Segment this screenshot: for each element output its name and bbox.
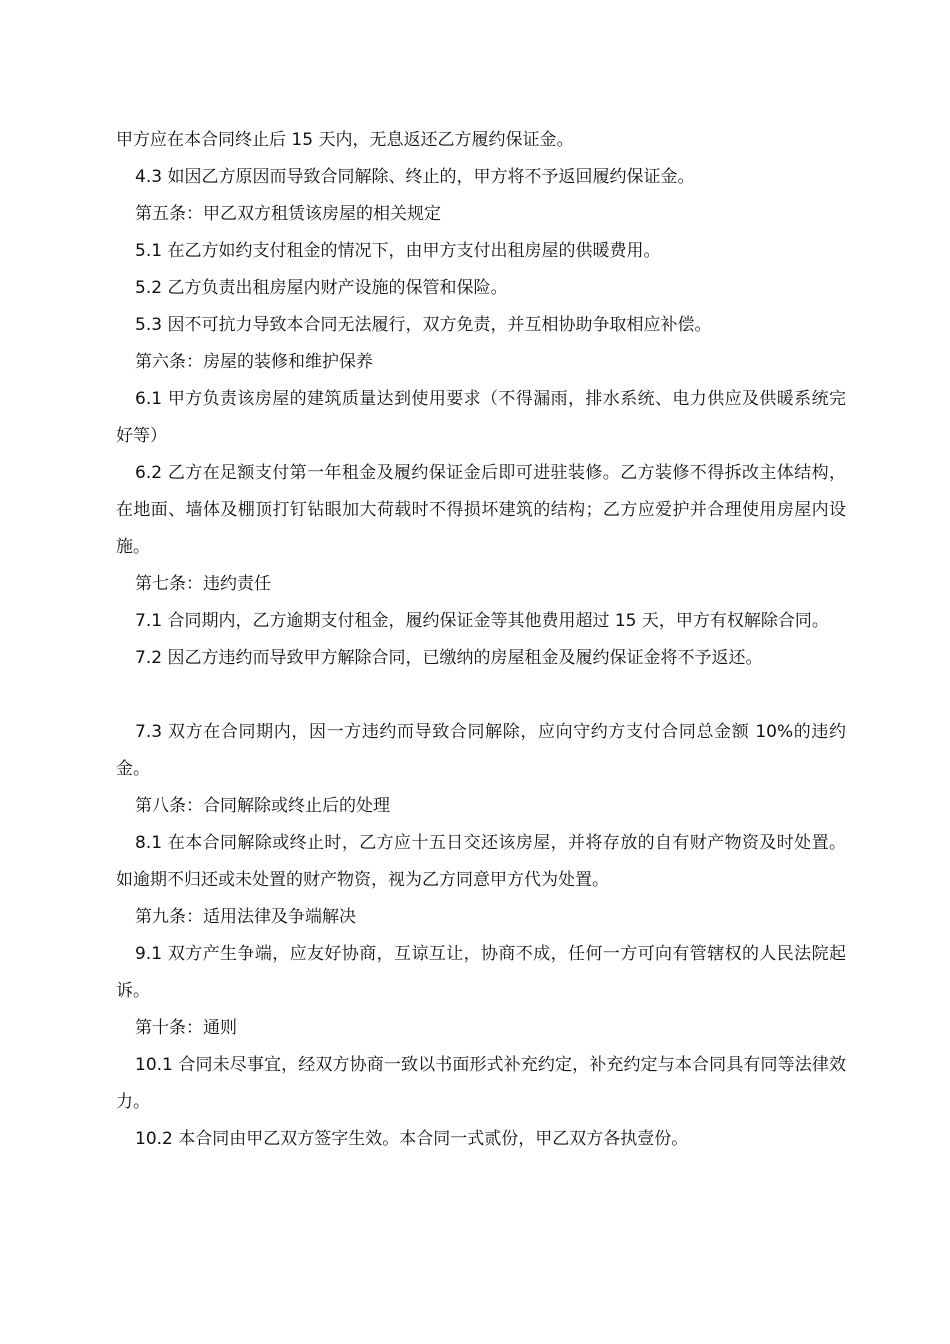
article-5-heading: 第五条：甲乙双方租赁该房屋的相关规定 — [135, 204, 441, 224]
paragraph-deposit-return: 甲方应在本合同终止后 15 天内，无息返还乙方履约保证金。 — [116, 130, 574, 150]
clause-5-2: 5.2 乙方负责出租房屋内财产设施的保管和保险。 — [135, 278, 508, 298]
clause-10-2: 10.2 本合同由甲乙双方签字生效。本合同一式贰份，甲乙双方各执壹份。 — [135, 1129, 689, 1149]
blank-line — [116, 677, 846, 714]
clause-4-3: 4.3 如因乙方原因而导致合同解除、终止的，甲方将不予返回履约保证金。 — [135, 167, 695, 187]
clause-5-3: 5.3 因不可抗力导致本合同无法履行，双方免责，并互相协助争取相应补偿。 — [135, 315, 712, 335]
clause-8-1: 8.1 在本合同解除或终止时，乙方应十五日交还该房屋，并将存放的自有财产物资及时处置。如逾期不归还或未处置的财产物资，视为乙方同意甲方代为处置。 — [116, 833, 846, 890]
clause-5-1: 5.1 在乙方如约支付租金的情况下，由甲方支付出租房屋的供暖费用。 — [135, 241, 661, 261]
article-6-heading: 第六条：房屋的装修和维护保养 — [135, 352, 373, 372]
clause-6-1: 6.1 甲方负责该房屋的建筑质量达到使用要求（不得漏雨，排水系统、电力供应及供暖系统完好等） — [116, 389, 846, 446]
clause-7-3: 7.3 双方在合同期内，因一方违约而导致合同解除，应向守约方支付合同总金额 10%的违约金。 — [116, 722, 846, 779]
contract-body — [116, 122, 846, 1158]
article-7-heading: 第七条：违约责任 — [135, 574, 271, 594]
clause-9-1: 9.1 双方产生争端，应友好协商，互谅互让，协商不成，任何一方可向有管辖权的人民法院起诉。 — [116, 944, 846, 1001]
clause-6-2: 6.2 乙方在足额支付第一年租金及履约保证金后即可进驻装修。乙方装修不得拆改主体结构，在地面、墙体及棚顶打钉钻眼加大荷载时不得损坏建筑的结构；乙方应爱护并合理使用房屋内设施。 — [116, 463, 846, 557]
article-9-heading: 第九条：适用法律及争端解决 — [135, 907, 356, 927]
clause-10-1: 10.1 合同未尽事宜，经双方协商一致以书面形式补充约定，补充约定与本合同具有同等法律效力。 — [116, 1055, 846, 1112]
clause-7-2: 7.2 因乙方违约而导致甲方解除合同，已缴纳的房屋租金及履约保证金将不予返还。 — [135, 648, 763, 668]
clause-7-1: 7.1 合同期内，乙方逾期支付租金，履约保证金等其他费用超过 15 天，甲方有权解除合同。 — [135, 611, 829, 631]
article-8-heading: 第八条：合同解除或终止后的处理 — [135, 796, 390, 816]
article-10-heading: 第十条：通则 — [135, 1018, 237, 1038]
